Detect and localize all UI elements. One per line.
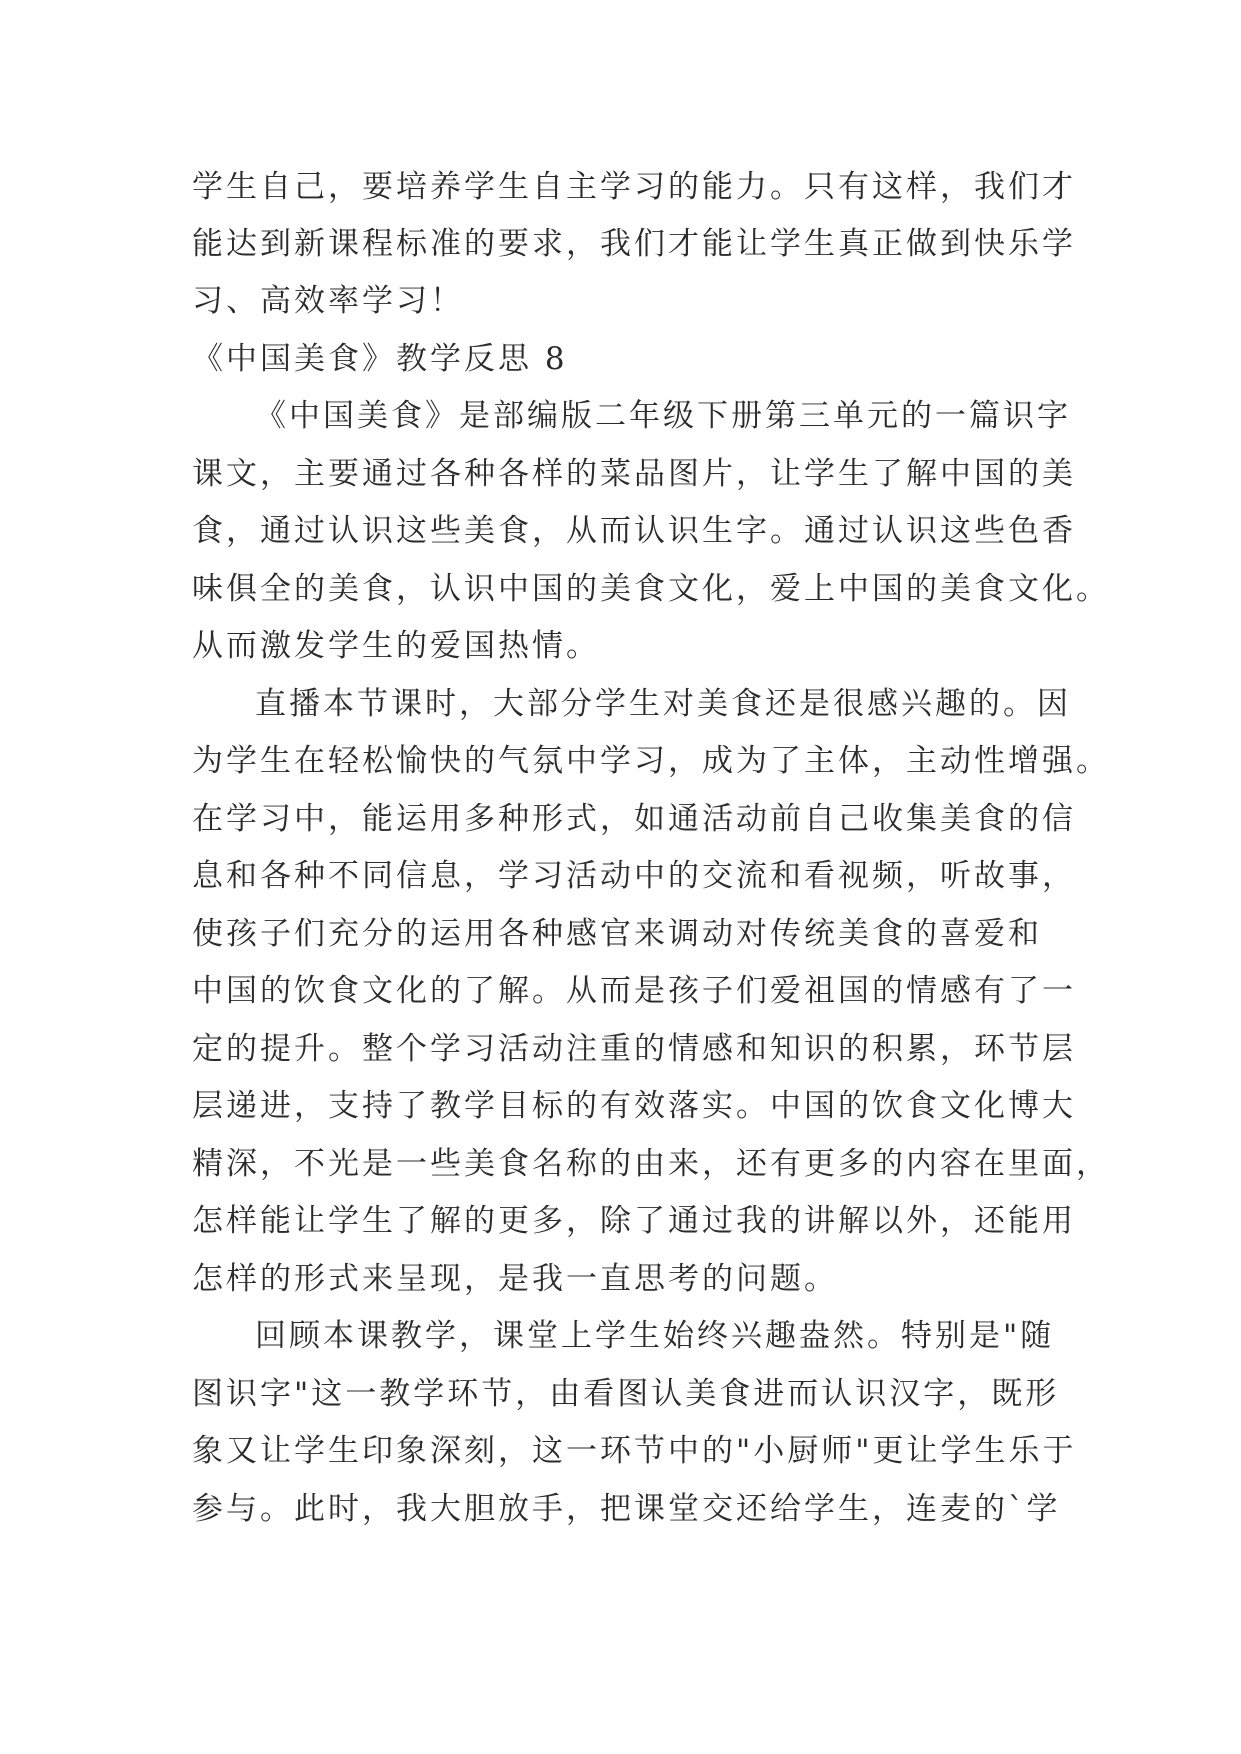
section-heading: 《中国美食》教学反思 8 <box>192 341 568 377</box>
text-line: 图识字"这一教学环节，由看图认美食进而认识汉字，既形 <box>192 1376 1060 1412</box>
text-line: 参与。此时，我大胆放手，把课堂交还给学生，连麦的`学 <box>192 1491 1061 1527</box>
text-line: 习、高效率学习！ <box>192 283 464 319</box>
text-line: 直播本节课时，大部分学生对美食还是很感兴趣的。因 <box>255 686 1071 722</box>
text-line: 食，通过认识这些美食，从而认识生字。通过认识这些色香 <box>192 513 1076 549</box>
text-line: 能达到新课程标准的要求，我们才能让学生真正做到快乐学 <box>192 226 1076 262</box>
text-line: 精深，不光是一些美食名称的由来，还有更多的内容在里面， <box>192 1146 1110 1182</box>
text-line: 怎样的形式来呈现，是我一直思考的问题。 <box>192 1261 838 1297</box>
text-line: 回顾本课教学，课堂上学生始终兴趣盎然。特别是"随 <box>255 1318 1055 1354</box>
text-line: 层递进，支持了教学目标的有效落实。中国的饮食文化博大 <box>192 1088 1076 1124</box>
text-line: 课文，主要通过各种各样的菜品图片，让学生了解中国的美 <box>192 456 1076 492</box>
text-line: 象又让学生印象深刻，这一环节中的"小厨师"更让学生乐于 <box>192 1433 1077 1469</box>
text-line: 从而激发学生的爱国热情。 <box>192 628 600 664</box>
text-line: 定的提升。整个学习活动注重的情感和知识的积累，环节层 <box>192 1031 1076 1067</box>
text-line: 学生自己，要培养学生自主学习的能力。只有这样，我们才 <box>192 169 1076 205</box>
text-line: 中国的饮食文化的了解。从而是孩子们爱祖国的情感有了一 <box>192 973 1076 1009</box>
text-line: 在学习中，能运用多种形式，如通活动前自己收集美食的信 <box>192 801 1076 837</box>
text-line: 使孩子们充分的运用各种感官来调动对传统美食的喜爱和 <box>192 916 1042 952</box>
text-line: 《中国美食》是部编版二年级下册第三单元的一篇识字 <box>255 398 1071 434</box>
text-line: 味俱全的美食，认识中国的美食文化，爱上中国的美食文化。 <box>192 571 1110 607</box>
text-line: 息和各种不同信息，学习活动中的交流和看视频，听故事， <box>192 858 1076 894</box>
text-line: 怎样能让学生了解的更多，除了通过我的讲解以外，还能用 <box>192 1203 1076 1239</box>
text-line: 为学生在轻松愉快的气氛中学习，成为了主体，主动性增强。 <box>192 743 1110 779</box>
